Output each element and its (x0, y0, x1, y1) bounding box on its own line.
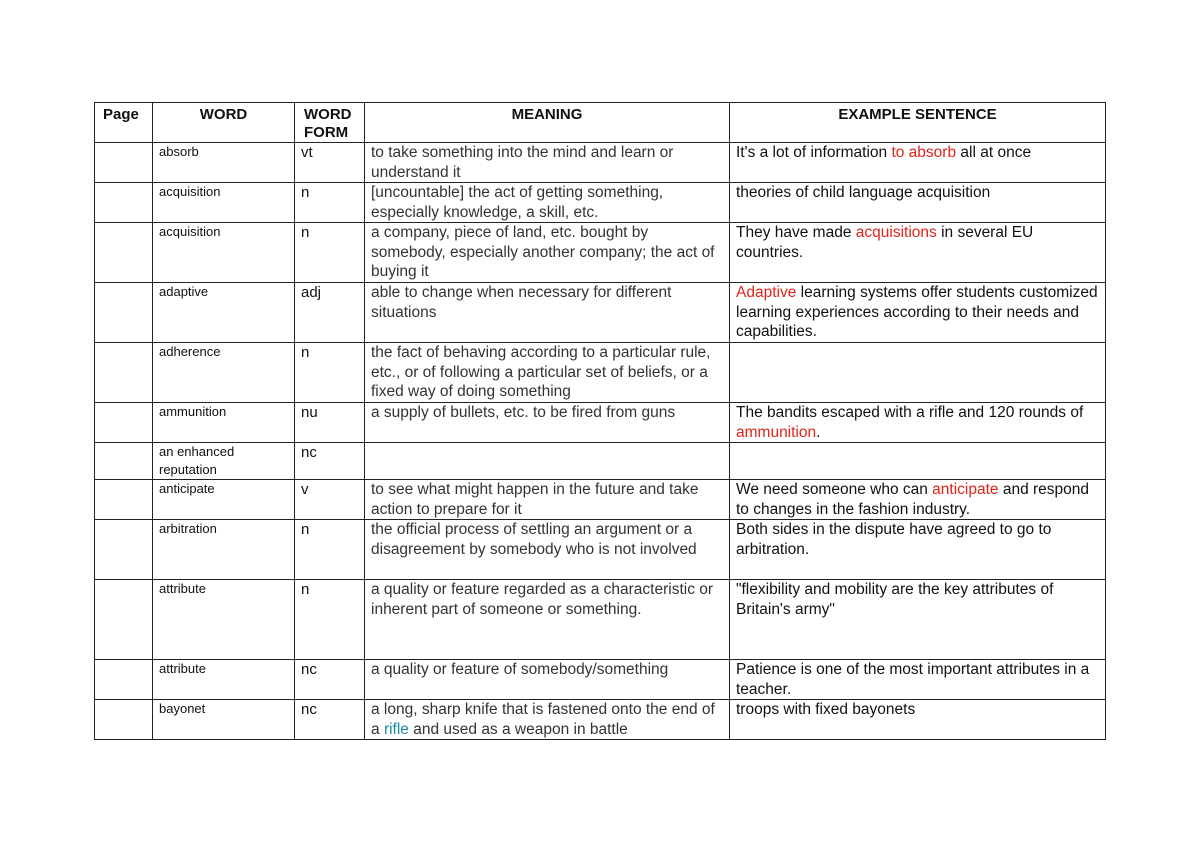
page-cell (95, 183, 153, 223)
page-cell (95, 520, 153, 580)
word-cell: acquisition (153, 183, 295, 223)
table-row (95, 480, 1106, 520)
word-cell: absorb (153, 143, 295, 183)
text-segment: It's a lot of information (736, 144, 892, 161)
example-sentence-cell (730, 700, 1106, 740)
text-segment: a long, sharp knife that is fastened onto the end of a (371, 701, 715, 738)
page-cell (95, 480, 153, 520)
word-form-cell: adj (295, 283, 365, 343)
word-form-cell: nc (295, 700, 365, 740)
word-cell: acquisition (153, 223, 295, 283)
highlighted-term: Adaptive (736, 284, 797, 301)
text-segment: and respond to changes in the fashion industry. (736, 481, 1090, 518)
table-row (95, 403, 1106, 443)
example-sentence-cell (730, 143, 1106, 183)
text-segment: The bandits escaped with a rifle and 120 rounds of (736, 404, 1084, 421)
page-cell (95, 223, 153, 283)
text-segment: a quality or feature of somebody/something (371, 661, 669, 678)
word-cell: adaptive (153, 283, 295, 343)
word-cell: bayonet (153, 700, 295, 740)
page-cell (95, 700, 153, 740)
word-form-cell: vt (295, 143, 365, 183)
text-segment: [uncountable] the act of getting something, especially knowledge, a skill, etc. (371, 184, 664, 221)
example-sentence-cell (730, 283, 1106, 343)
page-cell (95, 443, 153, 480)
page-cell (95, 143, 153, 183)
word-form-cell: nu (295, 403, 365, 443)
meaning-cell (365, 183, 730, 223)
text-segment: the official process of settling an argument or a disagreement by somebody who is not involved (371, 521, 697, 558)
text-segment: . (816, 423, 821, 441)
text-segment: all at once (956, 144, 1032, 161)
meaning-cell (365, 403, 730, 443)
meaning-cell (365, 443, 730, 480)
text-segment: the fact of behaving according to a particular rule, etc., or of following a particular set of beliefs, or a fixed way of doing something (371, 344, 711, 400)
meaning-cell (365, 143, 730, 183)
example-sentence-cell (730, 443, 1106, 480)
text-segment: to see what might happen in the future and take action to prepare for it (371, 481, 699, 518)
word-form-cell: nc (295, 660, 365, 700)
meaning-cell (365, 520, 730, 580)
header-word: WORD (153, 103, 295, 143)
word-cell: ammunition (153, 403, 295, 443)
text-segment: We need someone who can (736, 481, 933, 498)
word-cell: arbitration (153, 520, 295, 580)
page-cell (95, 660, 153, 700)
text-segment: "flexibility and mobility are the key attributes of Britain's army" (736, 581, 1054, 618)
header-example-sentence: EXAMPLE SENTENCE (730, 103, 1106, 143)
table-row (95, 343, 1106, 403)
header-page: Page (95, 103, 153, 143)
word-cell: adherence (153, 343, 295, 403)
table-row (95, 660, 1106, 700)
word-cell: an enhanced reputation (153, 443, 295, 480)
page-cell (95, 403, 153, 443)
word-form-cell: n (295, 580, 365, 660)
text-segment: to take something into the mind and learn or understand it (371, 144, 674, 181)
text-segment: able to change when necessary for different situations (371, 284, 672, 321)
meaning-cell (365, 580, 730, 660)
example-sentence-cell (730, 403, 1106, 443)
table-body (95, 143, 1106, 740)
text-segment: in several EU countries. (736, 224, 1034, 261)
word-form-cell: n (295, 343, 365, 403)
meaning-cell (365, 343, 730, 403)
highlighted-term: ammunition (736, 423, 817, 441)
table-row (95, 520, 1106, 580)
example-sentence-cell (730, 183, 1106, 223)
page-cell (95, 580, 153, 660)
meaning-cell (365, 480, 730, 520)
word-form-cell: v (295, 480, 365, 520)
highlighted-term: acquisitions (855, 224, 937, 241)
example-sentence-cell (730, 580, 1106, 660)
highlighted-term: anticipate (932, 481, 999, 498)
highlighted-term: rifle (383, 720, 409, 738)
word-cell: attribute (153, 660, 295, 700)
word-form-cell: nc (295, 443, 365, 480)
text-segment: Patience is one of the most important attributes in a teacher. (736, 661, 1090, 698)
text-segment: They have made (736, 224, 856, 241)
meaning-cell (365, 660, 730, 700)
vocabulary-table (94, 102, 1106, 740)
text-segment: a supply of bullets, etc. to be fired from guns (371, 404, 676, 421)
page-cell (95, 343, 153, 403)
meaning-cell (365, 700, 730, 740)
table-row (95, 700, 1106, 740)
table-row (95, 143, 1106, 183)
text-segment: learning systems offer students customized learning experiences according to their needs and capabilities. (736, 284, 1098, 340)
header-row (95, 103, 1106, 143)
text-segment: theories of child language acquisition (736, 184, 991, 201)
word-form-cell: n (295, 223, 365, 283)
table-row (95, 223, 1106, 283)
text-segment: a company, piece of land, etc. bought by somebody, especially another company; the act of buying it (371, 224, 715, 280)
header-meaning: MEANING (365, 103, 730, 143)
word-form-cell: n (295, 520, 365, 580)
highlighted-term: to absorb (891, 144, 957, 161)
text-segment: and used as a weapon in battle (408, 720, 628, 738)
meaning-cell (365, 283, 730, 343)
header-word-form: WORD FORM (295, 103, 365, 143)
word-form-cell: n (295, 183, 365, 223)
text-segment: Both sides in the dispute have agreed to go to arbitration. (736, 521, 1052, 558)
text-segment: a quality or feature regarded as a characteristic or inherent part of someone or something. (371, 581, 714, 618)
example-sentence-cell (730, 520, 1106, 580)
word-cell: attribute (153, 580, 295, 660)
example-sentence-cell (730, 223, 1106, 283)
page-cell (95, 283, 153, 343)
table-row (95, 283, 1106, 343)
example-sentence-cell (730, 480, 1106, 520)
table-row (95, 580, 1106, 660)
meaning-cell (365, 223, 730, 283)
text-segment: troops with fixed bayonets (736, 701, 916, 718)
word-cell: anticipate (153, 480, 295, 520)
table-row (95, 183, 1106, 223)
example-sentence-cell (730, 343, 1106, 403)
table-row (95, 443, 1106, 480)
example-sentence-cell (730, 660, 1106, 700)
